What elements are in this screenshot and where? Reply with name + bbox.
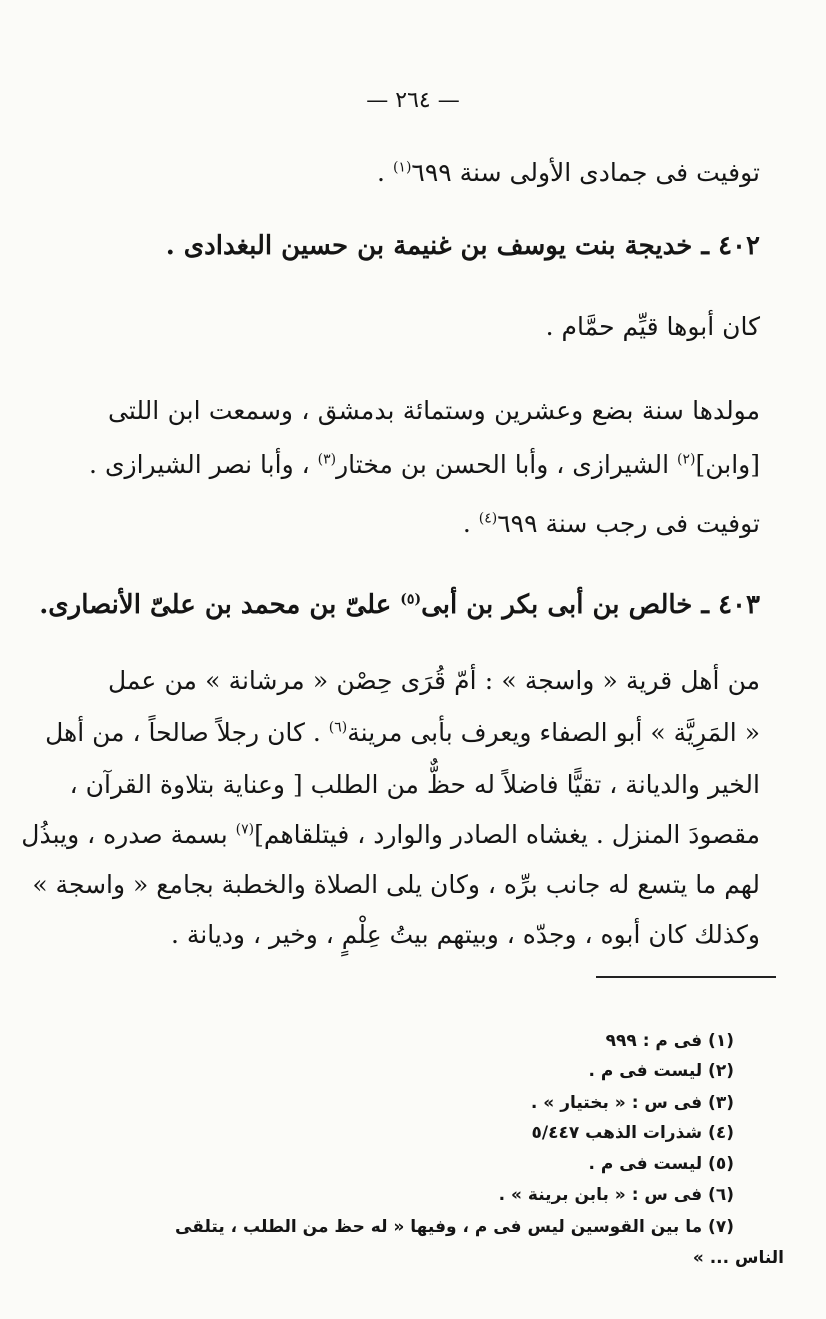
text-line-1: توفيت فى جمادى الأولى سنة ٦٩٩$^{(١)}$ . [377,158,760,187]
footnote-3: (٣) فى س : « بختيار » . [530,1093,734,1113]
footnote-ref-3: (٣) [317,451,337,468]
page-number: — ٢٦٤ — [366,88,460,113]
text-line-10: الخير والديانة ، تقيًّا فاضلاً له حظٌّ من الطلب [ وعناية بتلاوة القرآن ، [69,770,760,799]
text-line-5: [وابن]$^{(٢)}$ الشيرازى ، وأبا الحسن بن مختار$^{(٣)}$ ، وأبا نصر الشيرازى . [89,450,760,479]
text-line-11: مقصودَ المنزل . يغشاه الصادر والوارد ، فيتلقاهم]$^{(٧)}$ بسمة صدره ، ويبذُل [21,820,760,849]
text-line-6: توفيت فى رجب سنة ٦٩٩$^{(٤)}$ . [462,509,760,538]
footnote-7-continued: الناس ... » [692,1248,784,1268]
footnote-ref-2: (٢) [677,451,696,468]
footnote-ref-1: (١) [392,159,412,176]
text-line-3: كان أبوها قيِّم حمَّام . [545,312,760,341]
footnote-ref-5: (٥) [400,591,422,608]
entry-402-heading: ٤٠٢ ـ خديجة بنت يوسف بن غنيمة بن حسين البغدادى . [165,231,760,261]
text-line-9: « المَرِيَّة » أبو الصفاء ويعرف بأبى مرينة$^{(٦)}$ . كان رجلاً صالحاً ، من أهل [45,718,760,747]
footnote-6: (٦) فى س : « بابن برينة » . [498,1185,734,1205]
text-line-12: لهم ما يتسع له جانب برِّه ، وكان يلى الصلاة والخطبة بجامع « واسجة » [32,870,760,899]
footnote-separator [596,976,776,978]
entry-403-heading: ٤٠٣ ـ خالص بن أبى بكر بن أبى$^{(٥)}$ علىّ بن محمد بن علىّ الأنصارى. [39,590,760,620]
text-line-8: من أهل قرية « واسجة » : أمّ قُرَى حِصْن « مرشانة » من عمل [108,666,760,695]
footnote-ref-4: (٤) [478,510,498,527]
footnote-ref-6: (٦) [328,719,348,736]
footnote-7: (٧) ما بين القوسين ليس فى م ، وفيها « له حظ من الطلب ، يتلقى [175,1217,734,1237]
footnote-4: (٤) شذرات الذهب ٥/٤٤٧ [531,1123,734,1143]
footnote-ref-7: (٧) [235,821,255,838]
text-line-13: وكذلك كان أبوه ، وجدّه ، وبيتهم بيتُ عِلْمٍ ، وخير ، وديانة . [170,920,760,949]
footnote-1: (١) فى م : ٩٩٩ [605,1031,734,1051]
text-line-4: مولدها سنة بضع وعشرين وستمائة بدمشق ، وسمعت ابن اللتى [108,396,760,425]
footnote-2: (٢) ليست فى م . [588,1061,734,1081]
footnote-5: (٥) ليست فى م . [588,1154,734,1174]
